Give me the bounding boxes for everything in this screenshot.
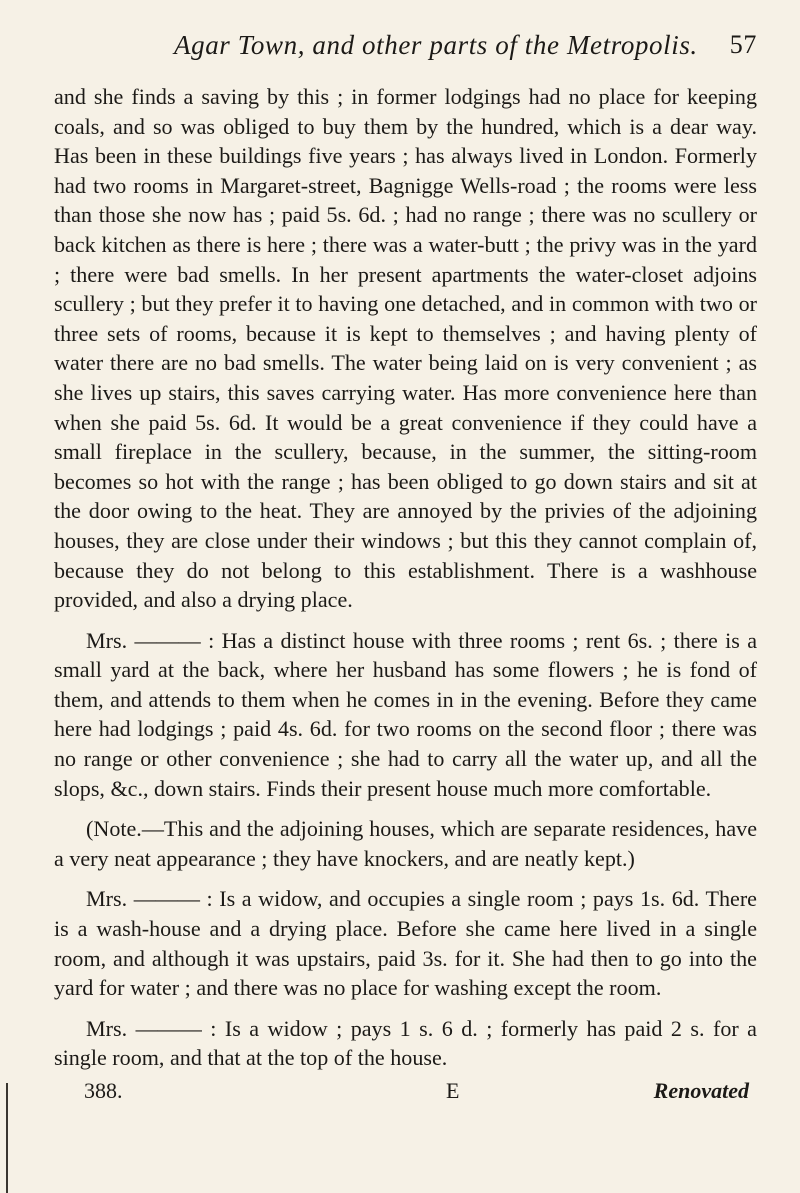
paragraph-continued: and she finds a saving by this ; in former lodgings had no place for keeping coals, and so was obliged to buy them by the hundred, which is a dear way. Has been in these buildings five years ; has always lived in London. Formerly had two rooms in Margaret-street, Bagnigge Wells-road ; the rooms were less than those she now has ; paid 5s. 6d. ; had no range ; there was no scullery or back kitchen as there is here ; there was a water-butt ; the privy was in the yard ; there were bad smells. In her present apartments the water-closet adjoins scullery ; but they prefer it to having one detached, and in common with two or three sets of rooms, because it is kept to themselves ; and having plenty of water there are no bad smells. The water being laid on is very convenient ; as she lives up stairs, this saves carrying water. Has more convenience here than when she paid 5s. 6d. It would be a great convenience if they could have a small fireplace in the scullery, because, in the summer, the sitting-room becomes so hot with the range ; has been obliged to go down stairs and sit at the door owing to the heat. They are annoyed by the privies of the adjoining houses, they are close under their windows ; but this they cannot complain of, because they do not belong to this establishment. There is a washhouse provided, and also a drying place. xyxy=(54,84,757,613)
page-footer xyxy=(54,1078,757,1108)
body-text xyxy=(54,82,757,1073)
book-page xyxy=(54,30,757,1108)
signature-mark: E xyxy=(446,1078,460,1103)
paragraph-mrs-widow-formerly: Mrs. ——— : Is a widow ; pays 1 s. 6 d. ; formerly has paid 2 s. for a single room, and that at the top of the house. xyxy=(54,1015,757,1071)
paragraph-mrs-widow-single-room: Mrs. ——— : Is a widow, and occupies a single room ; pays 1s. 6d. There is a wash-house and a drying place. Before she came here lived in a single room, and although it was upstairs, paid 3s. for it. She had then to go into the yard for water ; and there was no place for washing except the room. xyxy=(54,886,757,1001)
running-head xyxy=(54,30,757,64)
binding-edge-line xyxy=(6,1083,8,1193)
catchword: Renovated xyxy=(653,1078,749,1103)
paragraph-note: (Note.—This and the adjoining houses, which are separate residences, have a very neat appearance ; they have knockers, and are neatly kept.) xyxy=(54,816,757,871)
signature-number: 388. xyxy=(84,1078,123,1103)
paragraph-mrs-distinct-house: Mrs. ——— : Has a distinct house with three rooms ; rent 6s. ; there is a small yard at the back, where her husband has some flowers ; he is fond of them, and attends to them when he comes in in the evening. Before they came here had lodgings ; paid 4s. 6d. for two rooms on the second floor ; there was no range or other convenience ; she had to carry all the water up, and all the slops, &c., down stairs. Finds their present house much more comfortable. xyxy=(54,627,757,801)
running-head-title: Agar Town, and other parts of the Metropolis. xyxy=(174,30,698,60)
page-number: 57 xyxy=(729,30,757,59)
